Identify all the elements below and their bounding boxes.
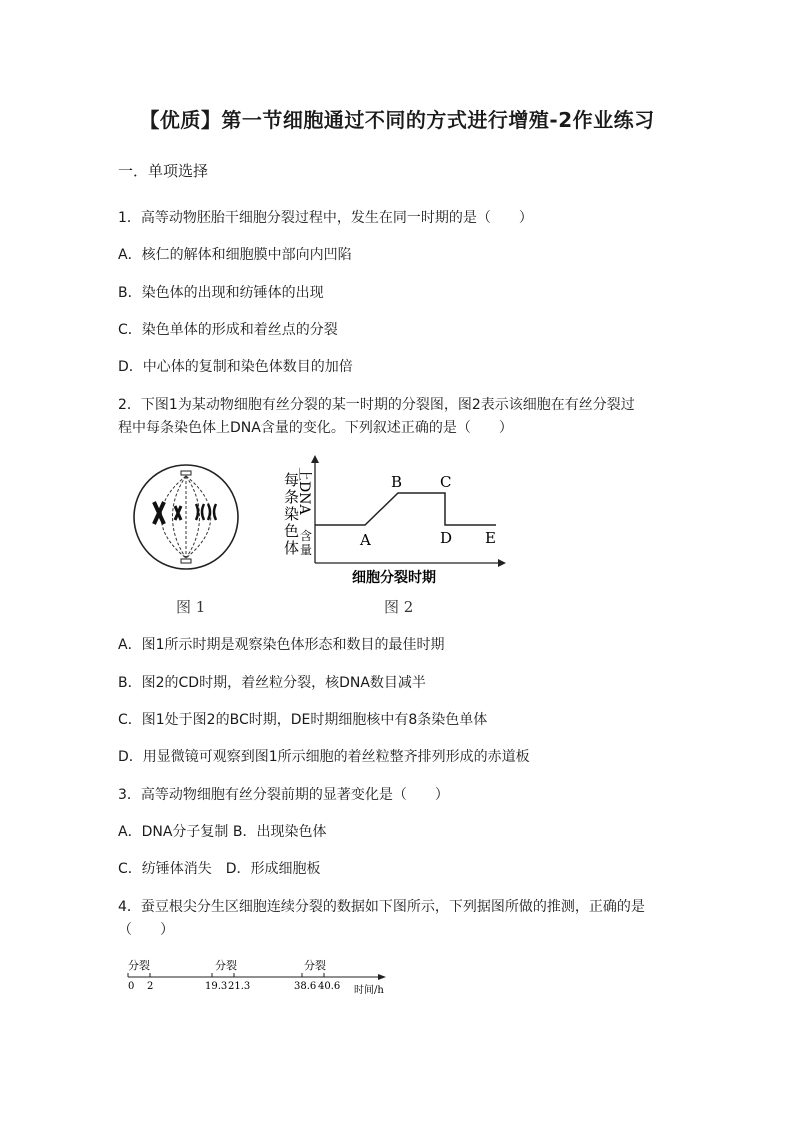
q4-timeline	[120, 955, 400, 995]
page-title: 【优质】第一节细胞通过不同的方式进行增殖-2作业练习	[139, 108, 655, 132]
point-label-d: D	[440, 529, 453, 547]
ylabel-small-1: 量	[300, 543, 313, 557]
ylabel-top-text: 上DNA	[296, 467, 312, 515]
q2-stem-line2: 程中每条染色体上DNA含量的变化。下列叙述正确的是（ ）	[118, 420, 513, 436]
q2-option-b: B．图2的CD时期，着丝粒分裂，核DNA数目减半	[118, 675, 426, 691]
y-axis-arrow	[311, 455, 319, 463]
dna-content-line	[315, 493, 496, 525]
timeline-tick-5: 40.6	[318, 981, 341, 992]
q2-option-a: A．图1所示时期是观察染色体形态和数目的最佳时期	[118, 637, 445, 653]
q1-option-c: C．染色单体的形成和着丝点的分裂	[118, 322, 338, 338]
q3-stem: 3．高等动物细胞有丝分裂前期的显著变化是（ ）	[118, 787, 449, 803]
q1-stem: 1．高等动物胚胎干细胞分裂过程中，发生在同一时期的是（ ）	[118, 210, 533, 226]
q1-option-b: B．染色体的出现和纺锤体的出现	[118, 285, 324, 301]
figure2-caption: 图 2	[384, 598, 414, 616]
q3-options-line1: A．DNA分子复制 B．出现染色体	[118, 824, 327, 840]
section-heading: 一．单项选择	[118, 162, 209, 180]
q1-option-a: A．核仁的解体和细胞膜中部向内凹陷	[118, 247, 352, 263]
q3-options-line2: C．纺锤体消失 D．形成细胞板	[118, 861, 321, 877]
x-axis-label: 细胞分裂时期	[352, 570, 436, 585]
point-label-e: E	[485, 529, 496, 547]
timeline-arrow	[378, 974, 386, 980]
timeline-tick-1: 2	[147, 981, 154, 992]
timeline-axis-label: 时间/h	[354, 985, 384, 995]
q1-option-d: D．中心体的复制和染色体数目的加倍	[118, 359, 353, 375]
ylabel-char-0: 每	[284, 471, 300, 489]
figure1-cell-diagram	[128, 462, 248, 577]
q4-stem-line2: （ ）	[118, 922, 174, 938]
ylabel-char-3: 色	[284, 522, 300, 540]
q2-option-c: C．图1处于图2的BC时期，DE时期细胞核中有8条染色单体	[118, 712, 488, 728]
q2-option-d: D．用显微镜可观察到图1所示细胞的着丝粒整齐排列形成的赤道板	[118, 749, 530, 765]
timeline-tick-2: 19.3	[205, 981, 228, 992]
q2-stem-line1: 2．下图1为某动物细胞有丝分裂的某一时期的分裂图，图2表示该细胞在有丝分裂过	[118, 397, 635, 413]
q4-stem-line1: 4．蚕豆根尖分生区细胞连续分裂的数据如下图所示，下列据图所做的推测，正确的是	[118, 899, 645, 915]
figure1-caption: 图 1	[176, 598, 206, 616]
timeline-tick-0: 0	[128, 981, 135, 992]
ylabel-char-4: 体	[284, 539, 300, 557]
timeline-label-2: 分裂	[304, 959, 326, 972]
ylabel-char-1: 条	[284, 488, 300, 506]
point-label-b: B	[391, 473, 403, 491]
point-label-a: A	[360, 531, 371, 549]
ylabel-small-0: 含	[300, 529, 313, 543]
timeline-label-1: 分裂	[215, 959, 237, 972]
ylabel-char-2: 染	[284, 505, 300, 523]
timeline-label-0: 分裂	[128, 959, 150, 972]
timeline-tick-3: 21.3	[228, 981, 251, 992]
timeline-tick-4: 38.6	[294, 981, 317, 992]
x-axis-arrow	[498, 559, 506, 567]
figure2-chart	[270, 455, 510, 585]
point-label-c: C	[440, 473, 452, 491]
